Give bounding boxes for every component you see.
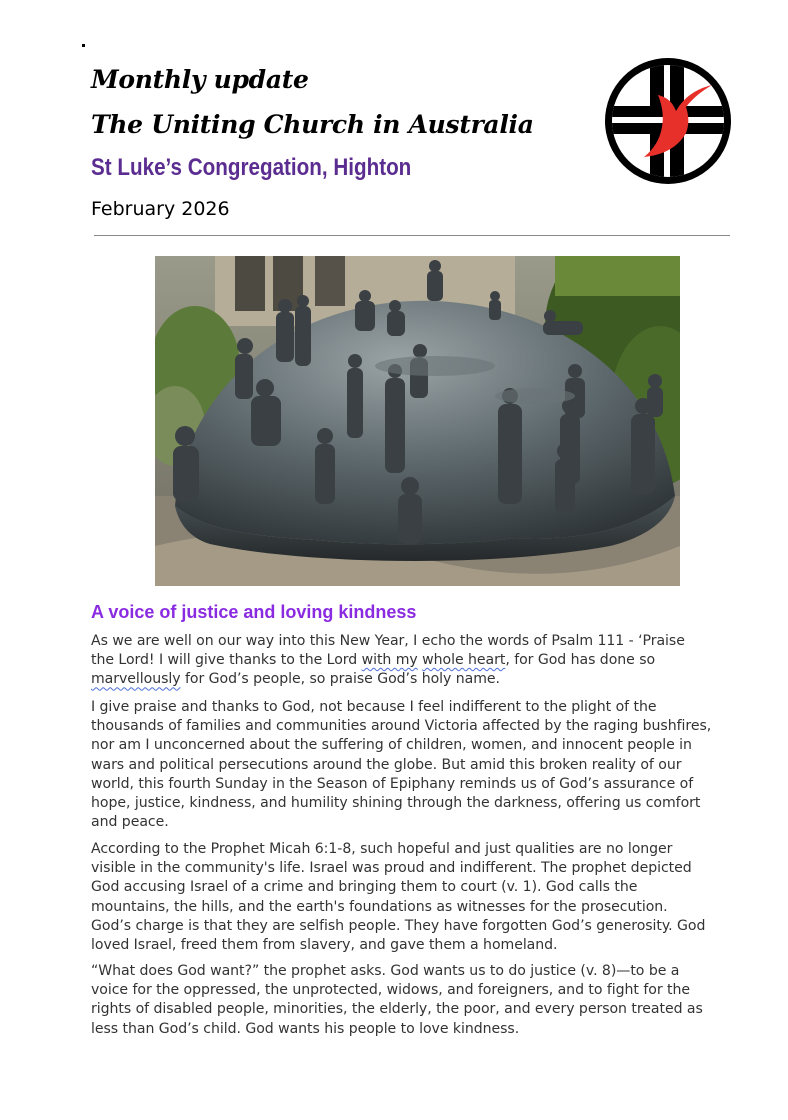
paragraph-line: I give praise and thanks to God, not because I feel indifferent to the plight of the — [91, 699, 657, 715]
paragraph-line: less than God’s child. God wants his people to love kindness. — [91, 1020, 520, 1037]
sculpture-photo — [155, 256, 680, 586]
paragraph-line: mountains, the hills, and the earth's foundations as witnesses for the prosecution. — [91, 898, 668, 915]
paragraph-line: world, this fourth Sunday in the Season of Epiphany reminds us of God’s assurance of — [91, 775, 694, 792]
paragraph-line: nor am I unconcerned about the suffering of children, women, and innocent people in — [91, 737, 692, 754]
paragraph-line: wars and political persecutions around the globe. But amid this broken reality of our — [91, 756, 682, 773]
paragraph-line: marvellously for God’s people, so praise God’s holy name. — [91, 671, 500, 688]
paragraph-line: “What does God want?” the prophet asks. God wants us to do justice (v. 8)—to be a — [91, 963, 680, 979]
paragraph-line: God’s charge is that they are selfish people. They have forgotten God’s generosity. God — [91, 917, 706, 934]
church-name: The Uniting Church in Australia — [91, 110, 534, 139]
paragraph-line: loved Israel, freed them from slavery, and gave them a homeland. — [91, 937, 558, 954]
paragraph-2 — [91, 698, 741, 832]
paragraph-1 — [91, 632, 741, 690]
issue-date: February 2026 — [91, 198, 230, 220]
spellcheck-underline: whole heart — [422, 652, 506, 669]
paragraph-line: rights of disabled people, minorities, the elderly, the poor, and every person treated as — [91, 1001, 703, 1018]
paragraph-line: According to the Prophet Micah 6:1-8, such hopeful and just qualities are no longer — [91, 841, 673, 857]
paragraph-line: visible in the community's life. Israel was proud and indifferent. The prophet depicted — [91, 860, 692, 877]
sculpture-photo-icon — [155, 256, 680, 586]
paragraph-4 — [91, 962, 741, 1039]
paragraph-line: God accusing Israel of a crime and bringing them to court (v. 1). God calls the — [91, 879, 638, 896]
paragraph-line: As we are well on our way into this New Year, I echo the words of Psalm 111 - ‘Praise — [91, 633, 685, 649]
paragraph-3 — [91, 840, 741, 955]
stray-dot — [82, 44, 85, 47]
paragraph-line: voice for the oppressed, the unprotected, widows, and foreigners, and to fight for the — [91, 982, 690, 999]
uniting-church-logo-icon — [604, 57, 732, 185]
article-heading: A voice of justice and loving kindness — [91, 602, 417, 622]
header-divider — [94, 235, 730, 236]
newsletter-title: Monthly update — [91, 65, 309, 94]
paragraph-line: thousands of families and communities around Victoria affected by the raging bushfires, — [91, 718, 712, 735]
spellcheck-underline: with my — [361, 652, 418, 669]
paragraph-line: hope, justice, kindness, and humility shining through the darkness, offering us comfort — [91, 795, 701, 812]
paragraph-line: and peace. — [91, 814, 169, 831]
spellcheck-underline: marvellously — [91, 671, 181, 688]
paragraph-line: the Lord! I will give thanks to the Lord with my whole heart, for God has done so — [91, 652, 656, 669]
congregation-name: St Luke’s Congregation, Highton — [91, 154, 412, 181]
